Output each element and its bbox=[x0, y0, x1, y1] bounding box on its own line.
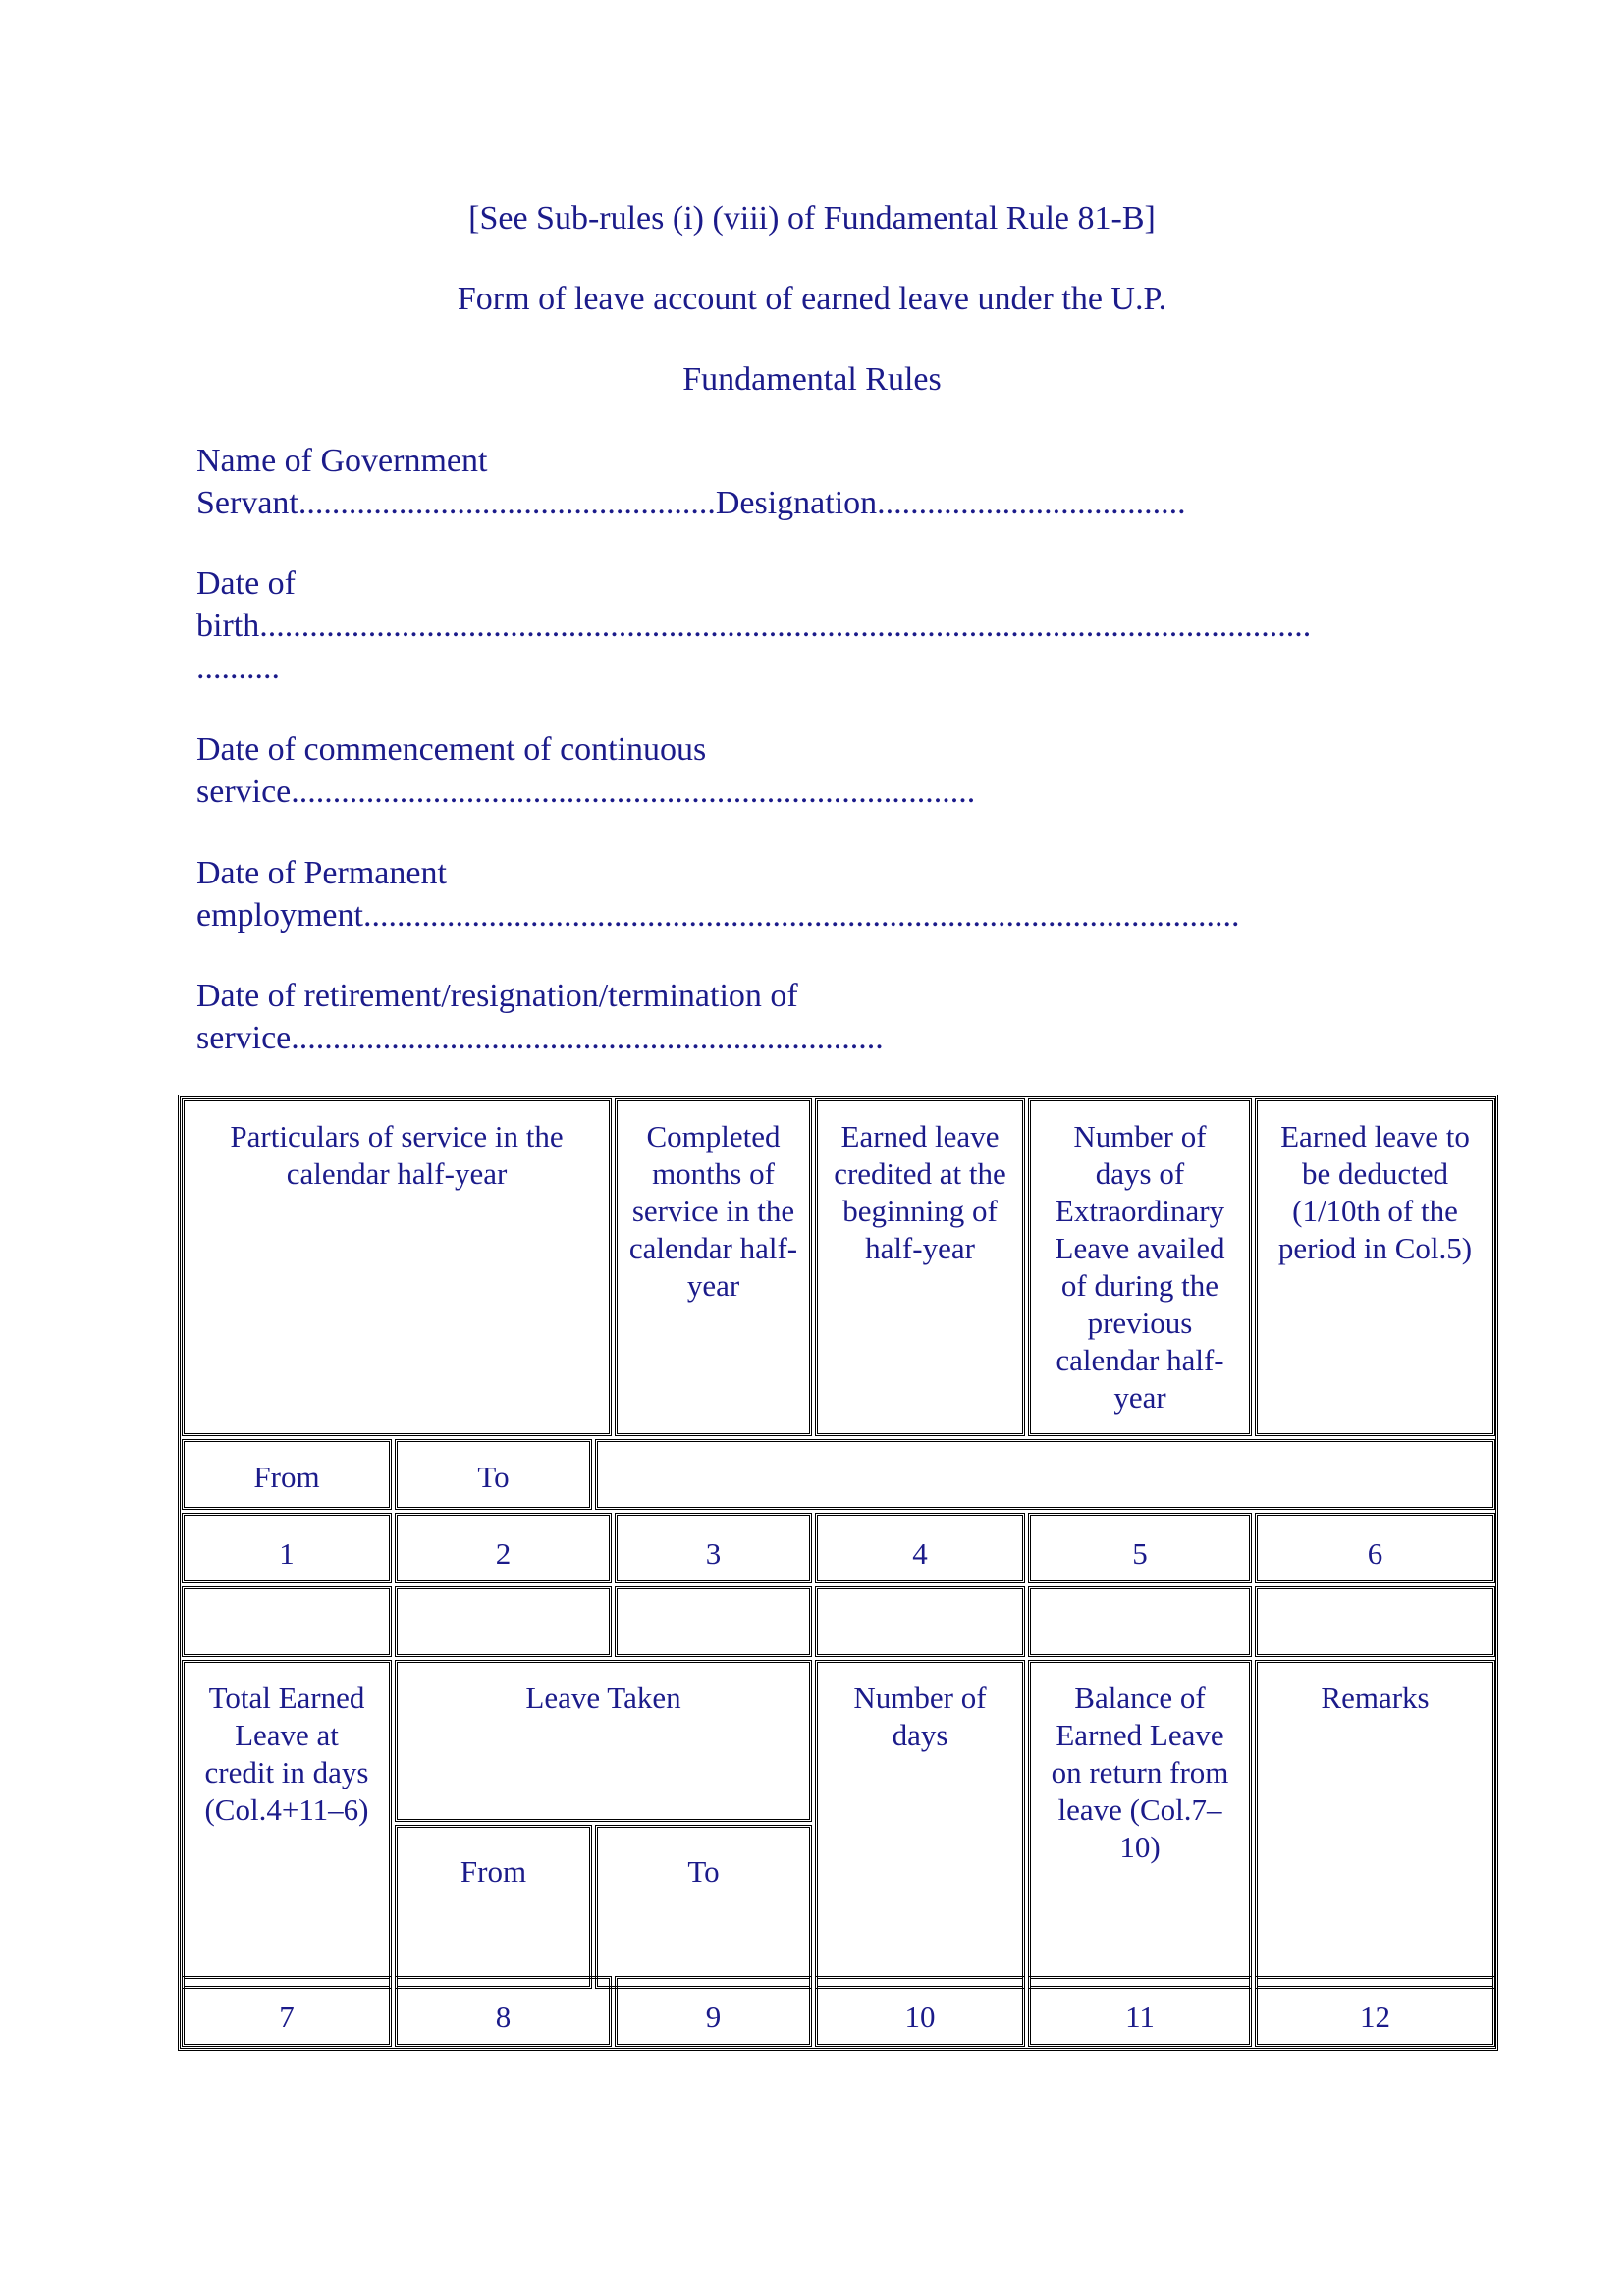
permanent-line2: employment......................................................................................................... bbox=[196, 897, 1240, 934]
col-number-8: 8 bbox=[395, 1976, 612, 2047]
col-number-2: 2 bbox=[395, 1513, 612, 1583]
from-to-row-empty bbox=[595, 1439, 1495, 1510]
col-number-10: 10 bbox=[815, 1976, 1025, 2047]
empty-cell-6 bbox=[1255, 1586, 1495, 1657]
permanent-employment-field bbox=[196, 852, 1239, 936]
commencement-field bbox=[196, 728, 975, 813]
col-number-7: 7 bbox=[182, 1976, 392, 2047]
to-cell: To bbox=[395, 1439, 592, 1510]
empty-cell-3 bbox=[615, 1586, 812, 1657]
empty-cell-1 bbox=[182, 1586, 392, 1657]
name-designation-line2: Servant..................................................Designation..................................... bbox=[196, 485, 1186, 521]
form-title: Form of leave account of earned leave under the U.P. bbox=[457, 281, 1167, 317]
col-number-4: 4 bbox=[815, 1513, 1025, 1583]
dob-label-line1: Date of bbox=[196, 565, 297, 602]
empty-cell-4 bbox=[815, 1586, 1025, 1657]
retirement-field bbox=[196, 975, 884, 1059]
col-number-11: 11 bbox=[1028, 1976, 1252, 2047]
header-completed-months: Completed months of service in the calendar half-year bbox=[615, 1098, 812, 1436]
col-number-1: 1 bbox=[182, 1513, 392, 1583]
header-remarks: Remarks bbox=[1255, 1660, 1495, 1989]
dob-line2: birth.............................................................................................................................. bbox=[196, 608, 1312, 644]
header-balance: Balance of Earned Leave on return from leave (Col.7–10) bbox=[1028, 1660, 1252, 1989]
header-leave-from: From bbox=[395, 1825, 592, 1989]
date-of-birth-field bbox=[196, 562, 1311, 689]
leave-account-table bbox=[178, 1095, 1498, 2051]
from-cell: From bbox=[182, 1439, 392, 1510]
header-total-earned: Total Earned Leave at credit in days (Col.4+11–6) bbox=[182, 1660, 392, 1989]
header-leave-to: To bbox=[595, 1825, 812, 1989]
empty-cell-2 bbox=[395, 1586, 612, 1657]
header-earned-credited: Earned leave credited at the beginning of half-year bbox=[815, 1098, 1025, 1436]
form-subtitle: Fundamental Rules bbox=[682, 361, 942, 398]
col-number-12: 12 bbox=[1255, 1976, 1495, 2047]
commencement-line2: service.................................................................................. bbox=[196, 774, 976, 810]
name-label-line1: Name of Government bbox=[196, 443, 488, 479]
rule-reference: [See Sub-rules (i) (viii) of Fundamental Rule 81-B] bbox=[468, 200, 1156, 237]
header-particulars: Particulars of service in the calendar half-year bbox=[182, 1098, 612, 1436]
col-number-3: 3 bbox=[615, 1513, 812, 1583]
retirement-label-line1: Date of retirement/resignation/termination of bbox=[196, 978, 798, 1014]
retirement-line2: service....................................................................... bbox=[196, 1020, 884, 1056]
permanent-label-line1: Date of Permanent bbox=[196, 855, 447, 891]
header-to-be-deducted: Earned leave to be deducted (1/10th of the period in Col.5) bbox=[1255, 1098, 1495, 1436]
col-number-9: 9 bbox=[615, 1976, 812, 2047]
name-designation-field bbox=[196, 440, 1186, 524]
empty-cell-5 bbox=[1028, 1586, 1252, 1657]
col-number-5: 5 bbox=[1028, 1513, 1252, 1583]
commencement-label-line1: Date of commencement of continuous bbox=[196, 731, 707, 768]
header-extraordinary-days: Number of days of Extraordinary Leave availed of during the previous calendar half-year bbox=[1028, 1098, 1252, 1436]
col-number-6: 6 bbox=[1255, 1513, 1495, 1583]
dob-line3: .......... bbox=[196, 650, 280, 686]
header-number-of-days: Number of days bbox=[815, 1660, 1025, 1989]
header-leave-taken: Leave Taken bbox=[395, 1660, 812, 1822]
